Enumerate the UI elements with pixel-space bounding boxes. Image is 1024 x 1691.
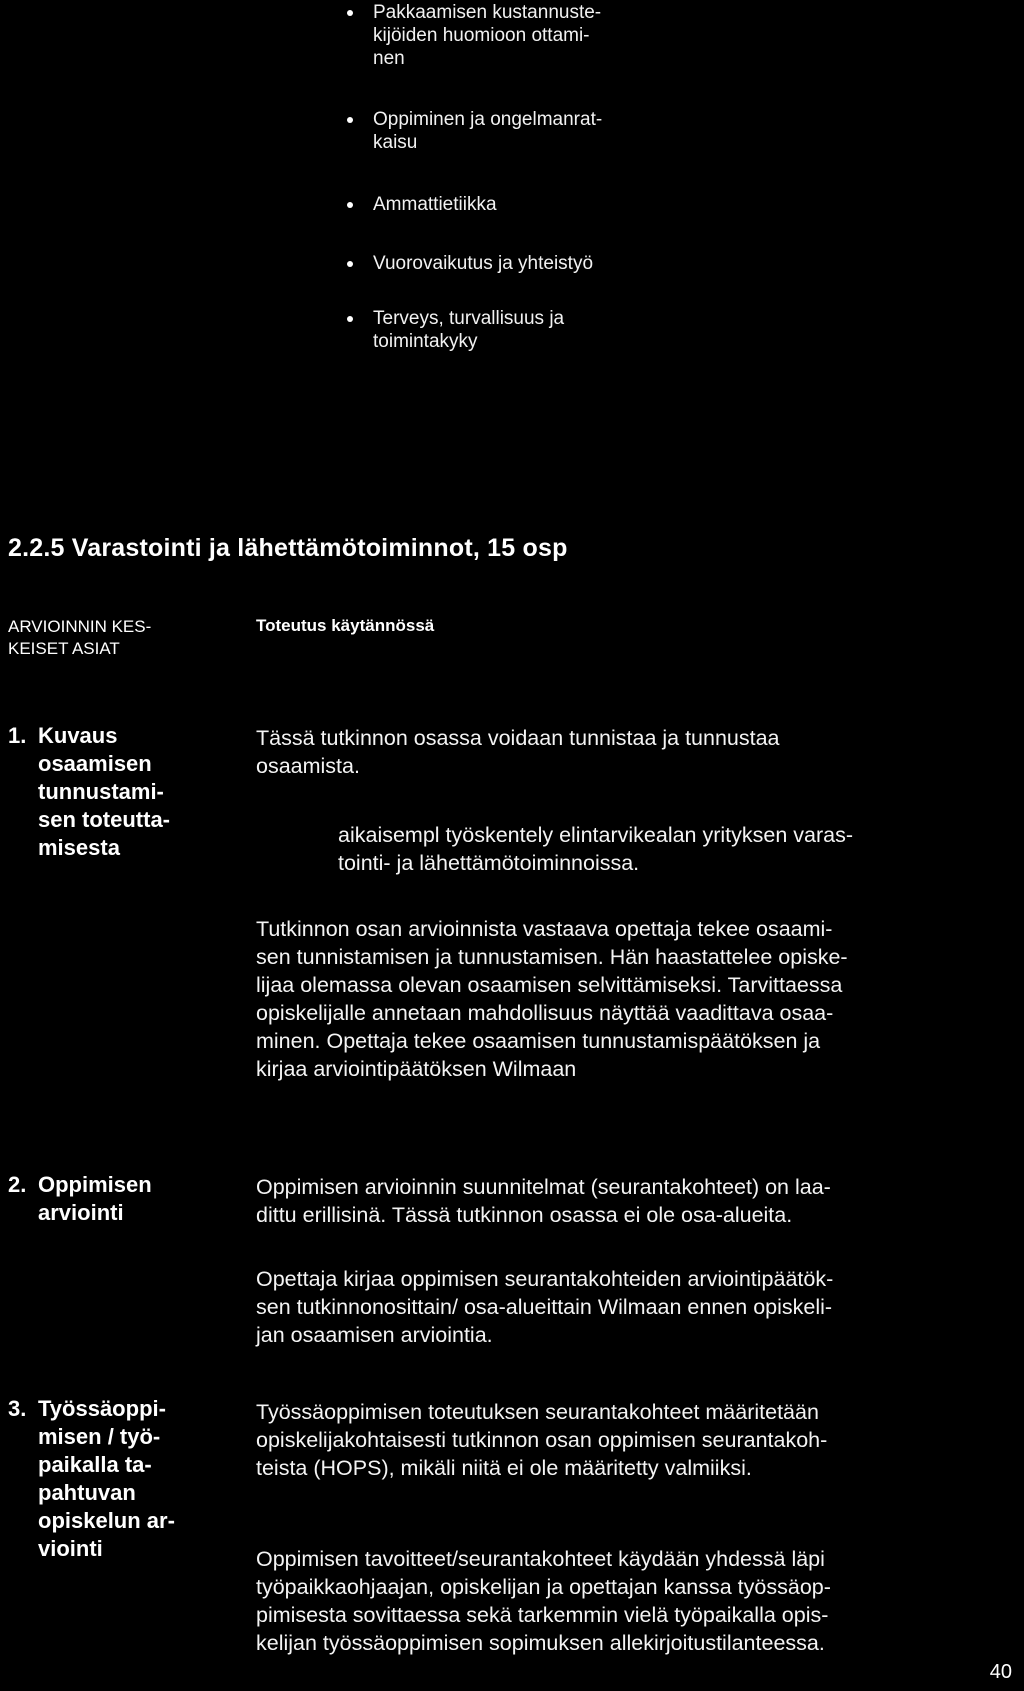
row-1-paragraph-1: Tässä tutkinnon osassa voidaan tunnistaa ja tunnustaa osaamista. xyxy=(256,726,780,778)
row-label-2 xyxy=(8,1171,228,1227)
row-1-paragraph-2: Tutkinnon osan arvioinnista vastaava opettaja tekee osaami- sen tunnistamisen ja tunnustamisen. Hän haastattelee opiske- lijaa olemassa olevan osaamisen selvittämiseksi. Tarvittaessa opiskelijalle annetaan mahdollisuus näyttää vaadittava osaa- minen. Opettaja tekee osaamisen tunnustamispäätöksen ja kirjaa arviointipäätöksen Wilmaan xyxy=(256,917,848,1081)
list-item: Oppiminen ja ongelmanrat- kaisu xyxy=(373,108,693,154)
section-heading: 2.2.5 Varastointi ja lähettämötoiminnot, 15 osp xyxy=(8,534,568,562)
row-label-text: Oppimisen arviointi xyxy=(38,1172,152,1225)
list-item: Vuorovaikutus ja yhteistyö xyxy=(373,252,693,275)
list-item: Pakkaamisen kustannuste- kijöiden huomioon ottami- nen xyxy=(373,1,693,70)
page-number: 40 xyxy=(989,1661,1012,1683)
row-3-paragraph-1: Työssäoppimisen toteutuksen seurantakohteet määritetään opiskelijakohtaisesti tutkinnon osan oppimisen seurantakoh- teista (HOPS), mikäli niitä ei ole määritetty valmiiksi. xyxy=(256,1400,828,1480)
row-2-paragraph-2: Opettaja kirjaa oppimisen seurantakohteiden arviointipäätök- sen tutkinnonosittain/ osa-alueittain Wilmaan ennen opiskeli- jan osaamisen arviointia. xyxy=(256,1267,834,1347)
row-label-text: Työssäoppi- misen / työ- paikalla ta- pahtuvan opiskelun ar- viointi xyxy=(38,1396,175,1561)
list-item: Terveys, turvallisuus ja toimintakyky xyxy=(373,307,693,353)
column-header-implementation: Toteutus käytännössä xyxy=(256,616,435,635)
row-label-1 xyxy=(8,722,228,862)
column-header-assessment: ARVIOINNIN KES- KEISET ASIAT xyxy=(8,617,152,658)
row-2-paragraph-1: Oppimisen arvioinnin suunnitelmat (seurantakohteet) on laa- dittu erillisinä. Tässä tutkinnon osassa ei ole osa-alueita. xyxy=(256,1175,831,1227)
list-item: Ammattietiikka xyxy=(373,193,693,216)
row-number: 1. xyxy=(8,723,27,748)
row-number: 2. xyxy=(8,1172,27,1197)
row-1-indented-note: aikaisempl työskentely elintarvikealan yrityksen varas- tointi- ja lähettämötoiminnoissa. xyxy=(338,823,854,875)
row-label-3 xyxy=(8,1395,228,1563)
row-number: 3. xyxy=(8,1396,27,1421)
row-3-paragraph-2: Oppimisen tavoitteet/seurantakohteet käydään yhdessä läpi työpaikkaohjaajan, opiskelijan ja opettajan kanssa työssäop- pimisesta sovittaessa sekä tarkemmin vielä työpaikalla opis- kelijan työssäoppimisen sopimuksen allekirjoitustilanteessa. xyxy=(256,1547,831,1655)
row-label-text: Kuvaus osaamisen tunnustami- sen toteutta- misesta xyxy=(38,723,170,860)
